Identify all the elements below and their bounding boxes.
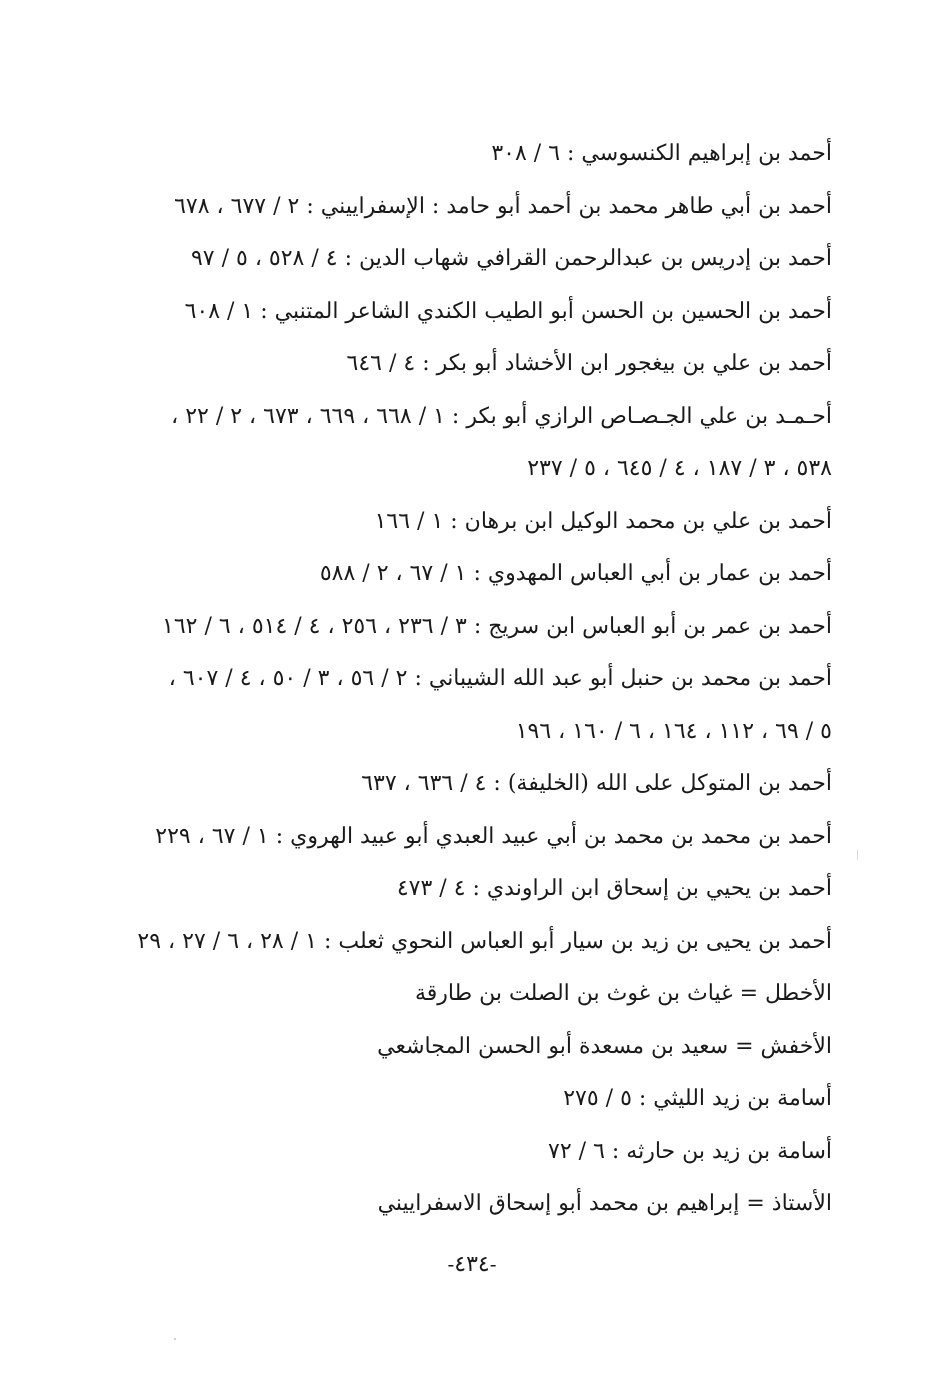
index-entries	[132, 128, 832, 1231]
index-entry: الأخطل = غياث بن غوث بن الصلت بن طارقة	[414, 981, 832, 1006]
index-entry-continuation: ٥٣٨ ، ٣ / ١٨٧ ، ٤ / ٦٤٥ ، ٥ / ٢٣٧	[527, 456, 832, 481]
index-entry: أحمد بن يحيى بن زيد بن سيار أبو العباس النحوي ثعلب : ١ / ٢٨ ، ٦ / ٢٧ ، ٢٩	[137, 928, 832, 954]
index-entry: أحمد بن عمار بن أبي العباس المهدوي : ١ / ٦٧ ، ٢ / ٥٨٨	[319, 561, 832, 586]
index-entry: أسامة بن زيد بن حارثه : ٦ / ٧٢	[548, 1138, 832, 1164]
index-entry: أسامة بن زيد الليثي : ٥ / ٢٧٥	[563, 1086, 832, 1111]
index-entry: أحمد بن عمر بن أبو العباس ابن سريج : ٣ / ٢٣٦ ، ٢٥٦ ، ٤ / ٥١٤ ، ٦ / ١٦٢	[162, 613, 832, 639]
index-entry: أحمد بن إبراهيم الكنسوسي : ٦ / ٣٠٨	[491, 141, 832, 166]
index-entry: الأستاذ = إبراهيم بن محمد أبو إسحاق الاسفراييني	[377, 1191, 832, 1216]
index-entry: أحمد بن محمد بن محمد بن أبي عبيد العبدي أبو عبيد الهروي : ١ / ٦٧ ، ٢٢٩	[155, 823, 832, 849]
page-number-dash-left: -	[447, 1252, 455, 1276]
index-entry: أحمد بن علي بن محمد الوكيل ابن برهان : ١ / ١٦٦	[374, 508, 832, 534]
index-entry: أحمد بن المتوكل على الله (الخليفة) : ٤ / ٦٣٦ ، ٦٣٧	[361, 771, 832, 796]
index-entry: أحمد بن أبي طاهر محمد بن أحمد أبو حامد : الإسفراييني : ٢ / ٦٧٧ ، ٦٧٨	[174, 193, 832, 219]
index-entry-continuation: ٥ / ٦٩ ، ١١٢ ، ١٦٤ ، ٦ / ١٦٠ ، ١٩٦	[515, 718, 832, 744]
index-entry: الأخفش = سعيد بن مسعدة أبو الحسن المجاشعي	[377, 1033, 832, 1059]
page-number-dash-right: -	[489, 1252, 497, 1276]
index-entry: أحمد بن إدريس بن عبدالرحمن القرافي شهاب الدين : ٤ / ٥٢٨ ، ٥ / ٩٧	[190, 246, 832, 271]
page-number	[0, 1252, 944, 1277]
index-entry: أحـمـد بن علي الجـصـاص الرازي أبو بكر : ١ / ٦٦٨ ، ٦٦٩ ، ٦٧٣ ، ٢ / ٢٢ ،	[171, 403, 832, 429]
index-entry: أحمد بن يحيي بن إسحاق ابن الراوندي : ٤ / ٤٧٣	[396, 876, 832, 901]
index-entry: أحمد بن الحسين بن الحسن أبو الطيب الكندي الشاعر المتنبي : ١ / ٦٠٨	[184, 298, 832, 324]
index-entry: أحمد بن علي بن بيغجور ابن الأخشاد أبو بكر : ٤ / ٦٤٦	[346, 351, 832, 376]
page-number-value: ٤٣٤	[454, 1252, 490, 1277]
index-entry: أحمد بن محمد بن حنبل أبو عبد الله الشيباني : ٢ / ٥٦ ، ٣ / ٥٠ ، ٤ / ٦٠٧ ،	[168, 666, 832, 691]
scan-mark	[857, 850, 858, 860]
scan-speck	[174, 1338, 176, 1340]
